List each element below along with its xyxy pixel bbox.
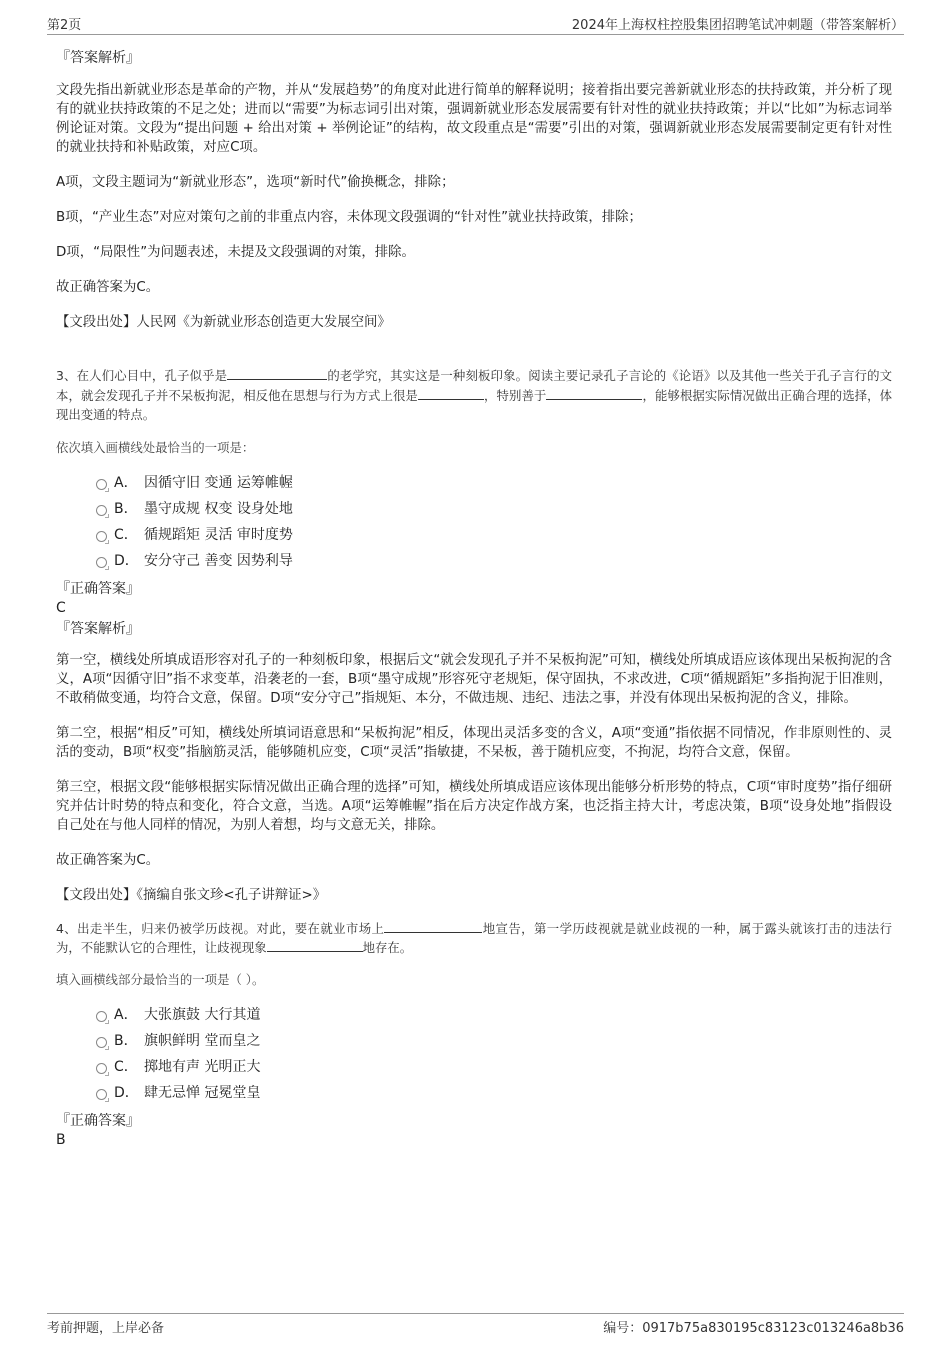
option-letter: D．	[114, 1084, 139, 1101]
option-letter: C．	[114, 1058, 138, 1075]
q4-option-a[interactable]	[56, 1002, 892, 1028]
option-text: 大张旗鼓 大行其道	[144, 1006, 261, 1023]
q4-text-part: 地宣告，第一学历歧视就是就业歧视的一种，属于露头就该打击的违法行为，不能默认它的合理性，让歧视现象	[56, 920, 892, 955]
q2-option-a-analysis: A项，文段主题词为“新就业形态”，选项“新时代”偷换概念，排除；	[56, 175, 455, 190]
option-text: 安分守己 善变 因势利导	[144, 552, 293, 569]
footer-serial: 编号：0917b75a830195c83123c013246a8b36	[603, 1321, 904, 1336]
radio-icon[interactable]	[96, 1089, 107, 1100]
q3-correct-value: C	[56, 599, 66, 616]
q2-option-d-analysis: D项，“局限性”为问题表述，未提及文段强调的对策，排除。	[56, 245, 415, 260]
option-text: 因循守旧 变通 运筹帷幄	[144, 474, 293, 491]
option-text: 墨守成规 权变 设身处地	[144, 500, 293, 517]
option-text: 掷地有声 光明正大	[144, 1058, 261, 1075]
option-letter: D．	[114, 552, 139, 569]
q3-option-b[interactable]	[56, 496, 892, 522]
q2-conclusion: 故正确答案为C。	[56, 280, 160, 295]
q3-question-text	[56, 366, 892, 425]
option-text: 旗帜鲜明 堂而皇之	[144, 1032, 261, 1049]
radio-icon[interactable]	[96, 505, 107, 516]
radio-icon[interactable]	[96, 531, 107, 542]
q3-correct-label: 『正确答案』	[56, 580, 140, 597]
q3-option-a[interactable]	[56, 470, 892, 496]
q3-text-part: ，能够根据实际情况做出正确合理的选择，体现出变通的特点。	[56, 387, 893, 422]
option-text: 循规蹈矩 灵活 审时度势	[144, 526, 293, 543]
option-letter: A．	[114, 1006, 138, 1023]
page-number: 第2页	[47, 18, 82, 33]
q4-text-part: 4、出走半生，归来仍被学历歧视。对此，要在就业市场上	[56, 920, 385, 936]
q3-source: 【文段出处】《摘编自张文珍<孔子讲辩证>》	[56, 887, 327, 903]
q3-analysis-para-1: 第一空，横线处所填成语形容对孔子的一种刻板印象，根据后文“就会发现孔子并不呆板拘泥”可知，横线处所填成语应该体现出呆板拘泥的含义，A项“因循守旧”指不求变革，沿袭老的一套，B项“墨守成规”形容死守老规矩，保守固执，不求改进，C项“循规蹈矩”多指拘泥于旧准则，不敢稍做变通，均符合文意，保留。D项“安分守己”指规矩、本分，不做违规、违纪、违法之事，并没有体现出呆板拘泥的含义，排除。	[56, 652, 892, 706]
q2-analysis-para: 文段先指出新就业形态是革命的产物，并从“发展趋势”的角度对此进行简单的解释说明；接着指出要完善新就业形态的扶持政策，并分析了现有的就业扶持政策的不足之处；进而以“需要”为标志词引出对策，强调新就业形态发展需要有针对性的就业扶持政策；并以“比如”为标志词举例论证对策。文段为“提出问题 + 给出对策 + 举例论证”的结构，故文段重点是“需要”引出的对策，强调新就业形态发展需要制定更有针对性的就业扶持和补贴政策，对应C项。	[56, 83, 892, 155]
radio-icon[interactable]	[96, 479, 107, 490]
q4-blank-1	[384, 920, 482, 933]
q2-analysis-label: 『答案解析』	[56, 50, 140, 66]
q3-analysis-para-2: 第二空，根据“相反”可知，横线处所填词语意思和“呆板拘泥”相反，体现出灵活多变的含义，A项“变通”指依据不同情况，作非原则性的、灵活的变动，B项“权变”指脑筋灵活，能够随机应变，C项“灵活”指敏捷，不呆板，善于随机应变，不拘泥，均符合文意，保留。	[56, 725, 892, 760]
radio-icon[interactable]	[96, 1011, 107, 1022]
q4-option-c[interactable]	[56, 1054, 892, 1080]
radio-icon[interactable]	[96, 557, 107, 568]
q4-question-text	[56, 919, 892, 958]
page-header	[47, 12, 904, 35]
radio-icon[interactable]	[96, 1037, 107, 1048]
q3-analysis-para-3: 第三空，根据文段“能够根据实际情况做出正确合理的选择”可知，横线处所填成语应该体现出能够分析形势的特点，C项“审时度势”指仔细研究并估计时势的特点和变化，符合文意，当选。A项“运筹帷幄”指在后方决定作战方案，也泛指主持大计，考虑决策，B项“设身处地”指假设自己处在与他人同样的情况，为别人着想，均与文意无关，排除。	[56, 779, 892, 833]
q3-option-c[interactable]	[56, 522, 892, 548]
document-title: 2024年上海权柱控股集团招聘笔试冲刺题（带答案解析）	[571, 18, 904, 33]
q2-option-b-analysis: B项，“产业生态”对应对策句之前的非重点内容，未体现文段强调的“针对性”就业扶持政策，排除；	[56, 210, 642, 225]
q4-text-part: 地存在。	[362, 940, 413, 955]
q2-source: 【文段出处】人民网《为新就业形态创造更大发展空间》	[56, 315, 391, 330]
q3-blank-3	[546, 387, 642, 400]
option-letter: B．	[114, 500, 138, 517]
q3-instruction: 依次填入画横线处最恰当的一项是：	[56, 439, 255, 455]
q4-options	[56, 1002, 892, 1106]
page-footer	[47, 1313, 904, 1338]
option-letter: C．	[114, 526, 138, 543]
q3-text-part: 3、在人们心目中，孔子似乎是	[56, 368, 228, 383]
q3-text-part: 的老学究，其实这是一种刻板印象。阅读主要记录孔子言论的《论语》以及其他一些关于孔子言行的文本，就会发现孔子并不呆板拘泥，相反他在思想与行为方式上很是	[56, 368, 893, 403]
q4-correct-value: B	[56, 1131, 66, 1148]
q3-option-d[interactable]	[56, 548, 892, 574]
option-letter: A．	[114, 474, 138, 491]
q4-correct-label: 『正确答案』	[56, 1112, 140, 1129]
q4-blank-2	[267, 939, 363, 952]
page-content	[56, 48, 892, 1149]
q3-conclusion: 故正确答案为C。	[56, 852, 160, 868]
q3-blank-2	[418, 387, 484, 400]
q3-analysis-label: 『答案解析』	[56, 620, 140, 637]
q4-instruction: 填入画横线部分最恰当的一项是（ ）。	[56, 971, 265, 987]
q4-option-d[interactable]	[56, 1080, 892, 1106]
radio-icon[interactable]	[96, 1063, 107, 1074]
q3-options	[56, 470, 892, 574]
option-text: 肆无忌惮 冠冕堂皇	[144, 1084, 261, 1101]
footer-slogan: 考前押题，上岸必备	[47, 1321, 165, 1336]
q4-option-b[interactable]	[56, 1028, 892, 1054]
q3-text-part: ，特别善于	[483, 387, 547, 403]
q3-blank-1	[227, 367, 327, 380]
option-letter: B．	[114, 1032, 138, 1049]
